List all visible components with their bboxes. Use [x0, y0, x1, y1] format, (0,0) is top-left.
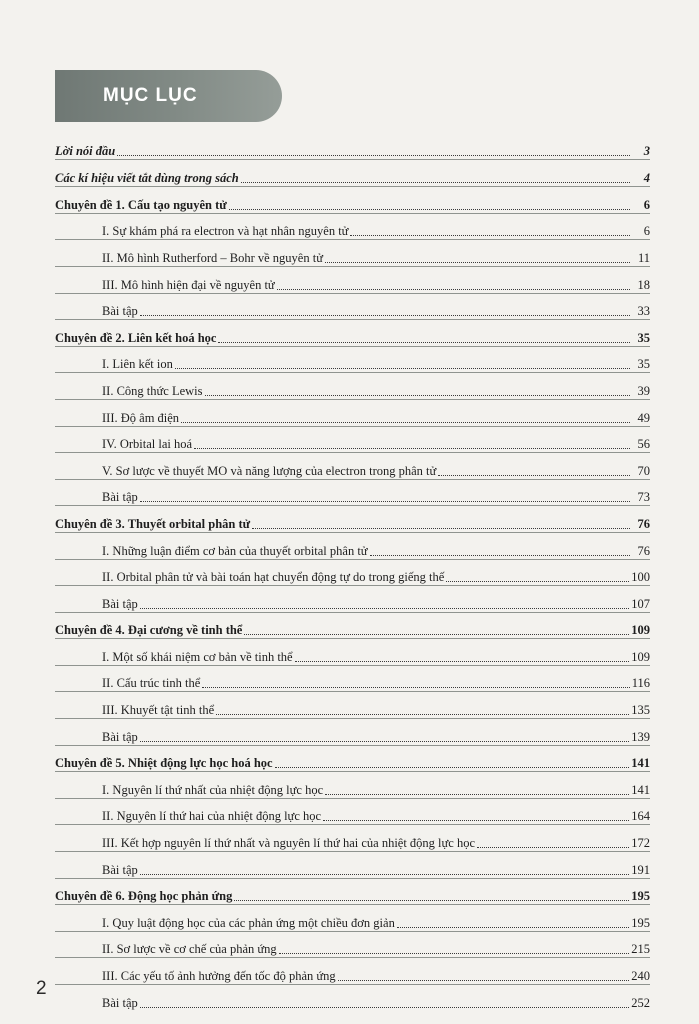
toc-section-entry[interactable] [55, 799, 650, 825]
toc-section-entry[interactable] [55, 825, 650, 851]
toc-section-entry[interactable] [55, 400, 650, 426]
toc-section-entry[interactable] [55, 905, 650, 931]
toc-section-entry[interactable] [55, 453, 650, 479]
toc-entry-page: 35 [637, 330, 650, 345]
toc-entry-title: Chuyên đề 3. Thuyết orbital phân tử [55, 516, 251, 531]
toc-entry-title: II. Nguyên lí thứ hai của nhiệt động lực học [102, 809, 322, 824]
toc-entry-page: 18 [637, 277, 650, 292]
toc-entry-page: 49 [637, 410, 650, 425]
toc-chapter-entry[interactable] [55, 879, 650, 905]
toc-chapter-entry[interactable] [55, 613, 650, 639]
toc-entry-title: Chuyên đề 2. Liên kết hoá học [55, 330, 217, 345]
toc-chapter-entry[interactable] [55, 746, 650, 772]
dot-leader [244, 634, 629, 635]
toc-section-entry[interactable] [55, 852, 650, 878]
toc-entry-title: I. Nguyên lí thứ nhất của nhiệt động lực học [102, 782, 324, 797]
toc-section-entry[interactable] [55, 480, 650, 506]
toc-section-entry[interactable] [55, 639, 650, 665]
dot-leader [370, 555, 630, 556]
toc-entry-page: 70 [637, 463, 650, 478]
dot-leader [241, 182, 630, 183]
toc-entry-title: Chuyên đề 5. Nhiệt động lực học hoá học [55, 756, 273, 771]
toc-entry-title: II. Công thức Lewis [102, 383, 203, 398]
toc-entry-title: I. Một số khái niệm cơ bản về tinh thể [102, 649, 293, 664]
dot-leader [446, 581, 629, 582]
toc-entry-page: 141 [631, 756, 650, 771]
toc-entry-page: 35 [637, 357, 650, 372]
toc-chapter-entry[interactable] [55, 187, 650, 213]
toc-entry-title: III. Khuyết tật tinh thể [102, 703, 215, 718]
dot-leader [323, 820, 629, 821]
toc-section-entry[interactable] [55, 560, 650, 586]
toc-entry-page: 195 [631, 889, 650, 904]
toc-entry-page: 4 [643, 171, 650, 186]
dot-leader [234, 900, 629, 901]
toc-section-entry[interactable] [55, 666, 650, 692]
dot-leader [438, 475, 630, 476]
dot-leader [181, 422, 630, 423]
toc-entry-page: 240 [631, 969, 650, 983]
toc-entry-page: 3 [643, 143, 650, 158]
dot-leader [279, 953, 630, 954]
toc-entry-page: 107 [631, 596, 650, 611]
toc-entry-title: I. Những luận điểm cơ bản của thuyết orbital phân tử [102, 543, 368, 558]
toc-entry-title: Chuyên đề 6. Động học phản ứng [55, 889, 233, 904]
toc-entry-page: 6 [643, 224, 650, 239]
toc-entry-title: Bài tập [102, 596, 138, 611]
toc-entry-page: 195 [631, 915, 650, 930]
toc-entry-page: 100 [631, 570, 650, 585]
toc-section-entry[interactable] [55, 692, 650, 718]
dot-leader [229, 209, 630, 210]
toc-entry-page: 109 [631, 649, 650, 664]
toc-chapter-entry[interactable] [55, 506, 650, 532]
toc-entry-title: Bài tập [102, 862, 138, 877]
toc-section-entry[interactable] [55, 267, 650, 293]
toc-section-entry[interactable] [55, 427, 650, 453]
toc-entry-title: I. Liên kết ion [102, 357, 173, 372]
toc-entry-title: I. Quy luật động học của các phản ứng một chiều đơn giản [102, 915, 395, 930]
toc-entry-page: 141 [631, 782, 650, 797]
toc-entry-title: Bài tập [102, 995, 138, 1010]
toc-section-entry[interactable] [55, 240, 650, 266]
toc-entry-page: 252 [631, 995, 650, 1010]
toc-section-entry[interactable] [55, 373, 650, 399]
dot-leader [140, 315, 630, 316]
toc-entry-title: V. Sơ lược về thuyết MO và năng lượng của electron trong phân tử [102, 463, 437, 478]
toc-entry-title: III. Các yếu tố ảnh hưởng đến tốc độ phản ứng [102, 969, 336, 983]
toc-entry-page: 76 [637, 516, 650, 531]
toc-entry-page: 6 [643, 197, 650, 212]
toc-entry-title: II. Sơ lược về cơ chế của phản ứng [102, 942, 277, 957]
toc-entry-title: Bài tập [102, 490, 138, 505]
toc-entry-page: 191 [631, 862, 650, 877]
dot-leader [140, 1007, 629, 1008]
toc-entry-page: 135 [631, 703, 650, 718]
table-of-contents [55, 132, 650, 1011]
toc-front-entry[interactable] [55, 132, 650, 159]
toc-entry-page: 172 [631, 836, 650, 851]
dot-leader [338, 980, 630, 981]
toc-entry-page: 73 [637, 490, 650, 505]
toc-section-entry[interactable] [55, 347, 650, 373]
toc-entry-page: 39 [637, 383, 650, 398]
toc-entry-page: 139 [631, 729, 650, 744]
dot-leader [140, 608, 629, 609]
toc-section-entry[interactable] [55, 586, 650, 612]
dot-leader [350, 235, 630, 236]
toc-entry-title: III. Độ âm điện [102, 410, 180, 425]
toc-chapter-entry[interactable] [55, 320, 650, 346]
toc-section-entry[interactable] [55, 719, 650, 745]
toc-entry-page: 76 [637, 543, 650, 558]
toc-entry-title: II. Orbital phân tử và bài toán hạt chuyển động tự do trong giếng thế [102, 570, 445, 585]
toc-section-entry[interactable] [55, 772, 650, 798]
dot-leader [477, 847, 629, 848]
toc-entry-title: Bài tập [102, 304, 138, 319]
toc-front-entry[interactable] [55, 160, 650, 187]
toc-section-entry[interactable] [55, 214, 650, 240]
dot-leader [325, 262, 630, 263]
dot-leader [117, 155, 630, 156]
toc-entry-page: 33 [637, 304, 650, 319]
toc-entry-title: Lời nói đầu [55, 143, 116, 158]
page-title: MỤC LỤC [103, 85, 198, 106]
toc-section-entry[interactable] [55, 294, 650, 320]
toc-entry-page: 56 [637, 437, 650, 452]
toc-entry-title: II. Mô hình Rutherford – Bohr về nguyên tử [102, 250, 323, 265]
toc-entry-page: 116 [631, 676, 650, 691]
toc-section-entry[interactable] [55, 533, 650, 559]
toc-entry-page: 11 [637, 250, 650, 265]
dot-leader [205, 395, 630, 396]
toc-entry-page: 215 [631, 942, 650, 957]
toc-entry-page: 164 [631, 809, 650, 824]
dot-leader [216, 714, 629, 715]
dot-leader [252, 528, 630, 529]
dot-leader [275, 767, 630, 768]
toc-section-entry[interactable] [55, 932, 650, 958]
toc-section-entry[interactable] [55, 985, 650, 1011]
dot-leader [325, 794, 629, 795]
toc-entry-title: IV. Orbital lai hoá [102, 437, 193, 452]
toc-entry-title: III. Mô hình hiện đại về nguyên tử [102, 277, 275, 292]
toc-entry-title: Bài tập [102, 729, 138, 744]
toc-entry-title: Chuyên đề 1. Cấu tạo nguyên tử [55, 197, 227, 212]
dot-leader [397, 927, 629, 928]
dot-leader [202, 687, 629, 688]
dot-leader [218, 342, 630, 343]
dot-leader [194, 448, 630, 449]
dot-leader [140, 874, 629, 875]
toc-section-entry[interactable] [55, 958, 650, 984]
dot-leader [140, 741, 629, 742]
toc-banner [55, 70, 282, 122]
dot-leader [277, 289, 630, 290]
dot-leader [295, 661, 630, 662]
toc-entry-title: I. Sự khám phá ra electron và hạt nhân nguyên tử [102, 224, 349, 239]
dot-leader [175, 368, 630, 369]
dot-leader [140, 501, 630, 502]
page-number: 2 [36, 978, 47, 999]
toc-entry-title: Chuyên đề 4. Đại cương về tinh thể [55, 623, 243, 638]
toc-entry-title: Các kí hiệu viết tắt dùng trong sách [55, 171, 239, 186]
toc-entry-page: 109 [631, 623, 650, 638]
toc-entry-title: III. Kết hợp nguyên lí thứ nhất và nguyên lí thứ hai của nhiệt động lực học [102, 836, 476, 851]
toc-entry-title: II. Cấu trúc tinh thể [102, 676, 201, 691]
